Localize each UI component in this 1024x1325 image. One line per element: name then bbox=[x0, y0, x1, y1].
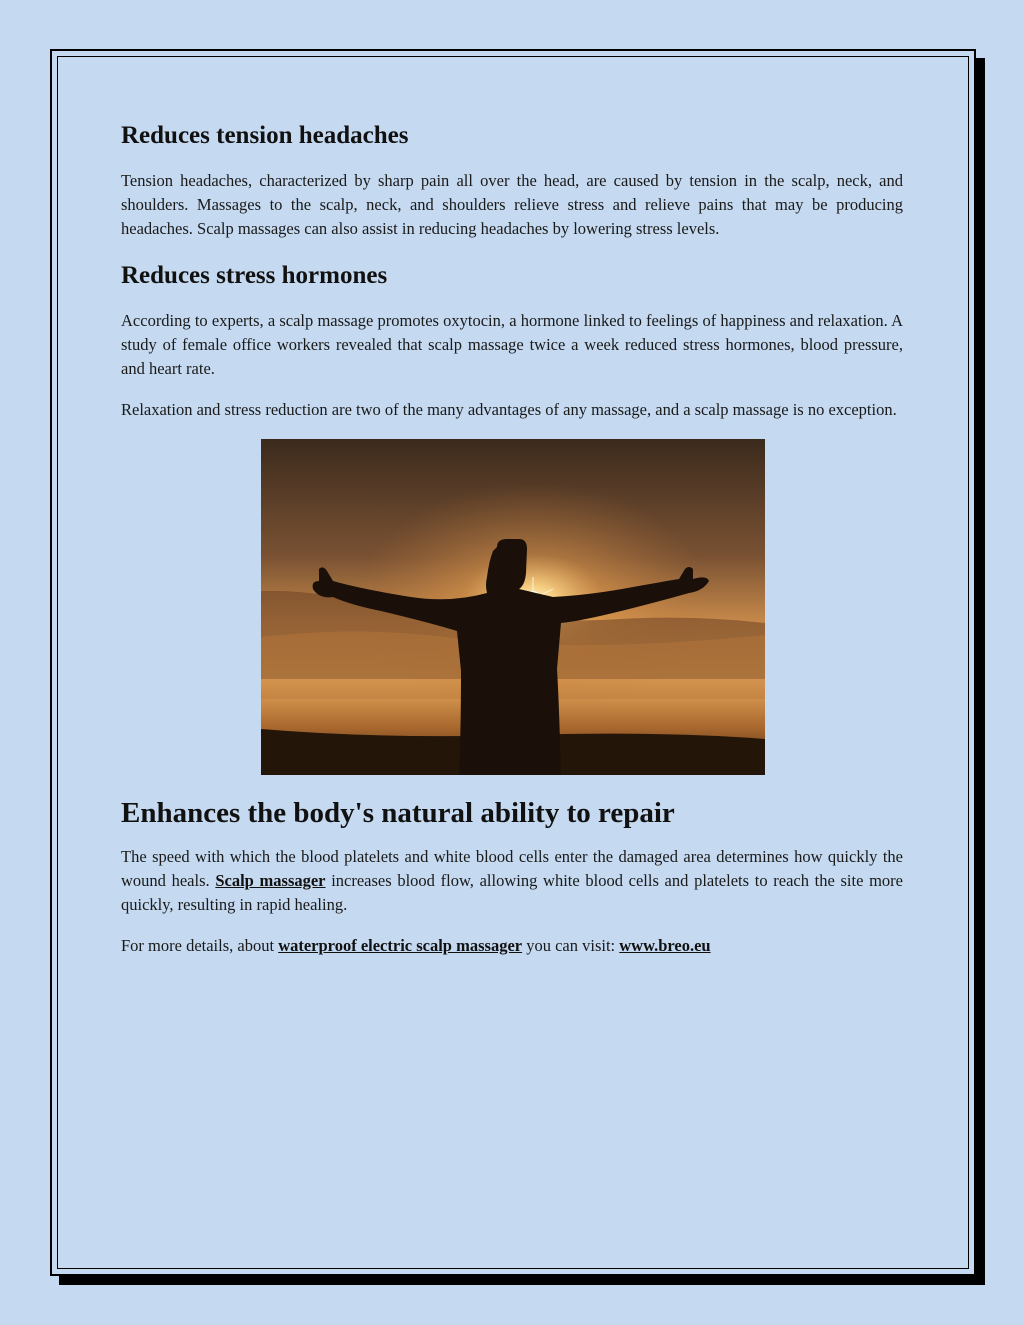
document-content bbox=[121, 118, 903, 975]
paragraph-relaxation: Relaxation and stress reduction are two of the many advantages of any massage, and a scalp massage is no exception. bbox=[121, 400, 897, 419]
paragraph-wound-healing bbox=[121, 845, 903, 917]
waterproof-scalp-massager-link[interactable]: waterproof electric scalp massager bbox=[278, 936, 523, 955]
breo-website-link[interactable]: www.breo.eu bbox=[619, 936, 711, 955]
paragraph-tension-headaches: Tension headaches, characterized by sharp pain all over the head, are caused by tension in the scalp, neck, and shoulders. Massages to the scalp, neck, and shoulders relieve stress and relieve pains that may be producing headaches. Scalp massages can also assist in reducing headaches by lowering stress levels. bbox=[121, 171, 903, 238]
wound-healing-text-end: increases blood flow, allowing white blood cells and platelets to reach the site more quickly, resulting in rapid healing. bbox=[121, 871, 903, 914]
sunset-silhouette-photo bbox=[261, 439, 765, 775]
more-details-text-middle: you can visit: bbox=[522, 936, 620, 955]
more-details-text-start: For more details, about bbox=[121, 936, 279, 955]
heading-tension-headaches: Reduces tension headaches bbox=[121, 122, 409, 149]
paragraph-oxytocin: According to experts, a scalp massage promotes oxytocin, a hormone linked to feelings of happiness and relaxation. A study of female office workers revealed that scalp massage twice a week reduced stress hormones, blood pressure, and heart rate. bbox=[121, 311, 903, 378]
wound-healing-text-start: The speed with which the blood platelets and white blood cells enter the damaged area determines how quickly the wound heals. bbox=[121, 847, 903, 890]
scalp-massager-link[interactable]: Scalp massager bbox=[215, 871, 326, 890]
heading-stress-hormones: Reduces stress hormones bbox=[121, 262, 388, 289]
paragraph-more-details bbox=[121, 934, 903, 958]
heading-natural-repair: Enhances the body's natural ability to repair bbox=[121, 797, 675, 829]
